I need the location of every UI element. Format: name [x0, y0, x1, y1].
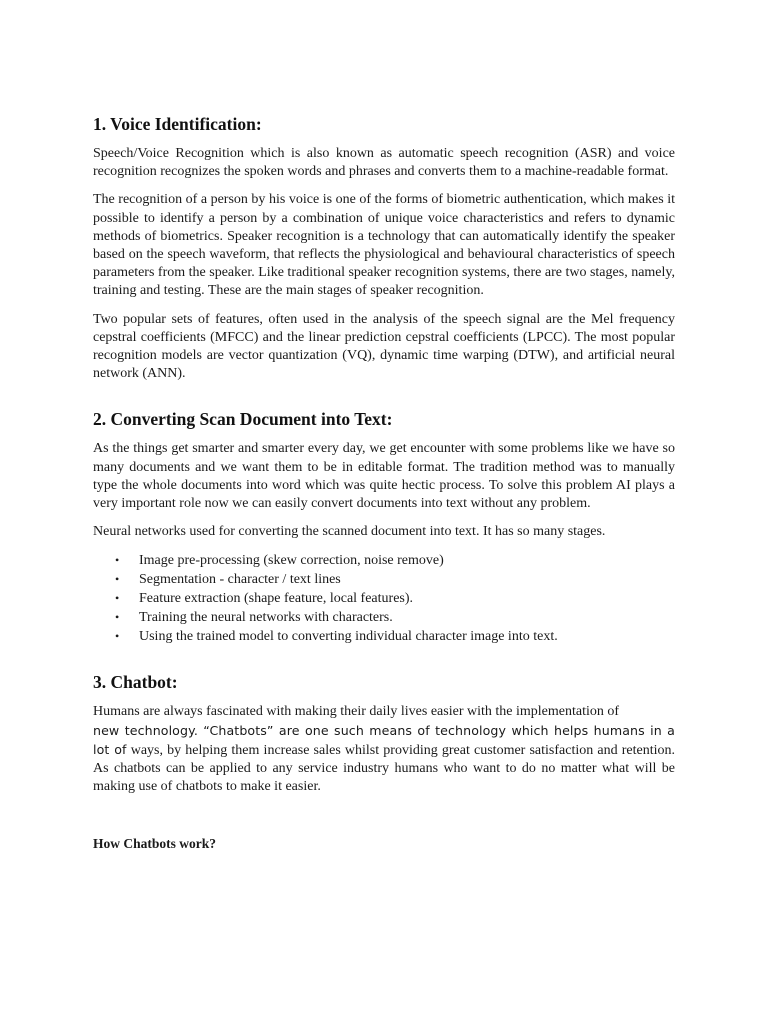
- paragraph-line: Humans are always fascinated with making their daily lives easier with the implementation of: [93, 704, 620, 720]
- paragraph: Two popular sets of features, often used in the analysis of the speech signal are the Mel frequency cepstral coefficients (MFCC) and the linear prediction cepstral coefficients (LPCC). The most popular recognition models are vector quantization (VQ), dynamic time warping (DTW), and artificial neural network (ANN).: [93, 311, 675, 382]
- paragraph: [93, 703, 675, 796]
- list-item: • Using the trained model to converting individual character image into text.: [115, 629, 558, 645]
- section-heading: 2. Converting Scan Document into Text:: [93, 409, 393, 430]
- paragraph: Neural networks used for converting the scanned document into text. It has so many stages.: [93, 524, 606, 540]
- document-page: [93, 114, 675, 852]
- stages-list: [93, 551, 675, 646]
- bullet-icon: •: [115, 610, 120, 625]
- bullet-icon: •: [115, 591, 120, 606]
- subheading: How Chatbots work?: [93, 836, 217, 852]
- section-chatbot: [93, 672, 675, 852]
- list-item: • Training the neural networks with characters.: [115, 610, 393, 626]
- paragraph: The recognition of a person by his voice is one of the forms of biometric authentication, which makes it possible to identify a person by a combination of unique voice characteristics and refers to dynamic methods of biometrics. Speaker recognition is a technology that can automatically identify the speaker based on the speech waveform, that reflects the physiological and behavioural characteristics of speech parameters from the speaker. Like traditional speaker recognition systems, there are two stages, namely, training and testing. These are the main stages of speaker recognition.: [93, 192, 675, 299]
- paragraph: Speech/Voice Recognition which is also known as automatic speech recognition (ASR) and voice recognition recognizes the spoken words and phrases and converts them to a machine-readable format.: [93, 146, 675, 180]
- list-item: • Image pre-processing (skew correction, noise remove): [115, 553, 444, 569]
- bullet-icon: •: [115, 629, 120, 644]
- section-converting-scan-document: [93, 409, 675, 646]
- section-heading: 3. Chatbot:: [93, 672, 178, 693]
- bullet-icon: •: [115, 553, 120, 568]
- list-item: • Feature extraction (shape feature, local features).: [115, 591, 414, 607]
- list-item: • Segmentation - character / text lines: [115, 572, 341, 588]
- section-heading: 1. Voice Identification:: [93, 114, 262, 134]
- section-voice-identification: [93, 114, 675, 383]
- paragraph-line: ways, by helping them increase sales whilst providing great customer satisfaction and retention. As chatbots can be applied to any service industry humans who want to do no matter what will be making use of chatbots to make it easier.: [93, 742, 676, 795]
- paragraph: As the things get smarter and smarter every day, we get encounter with some problems like we have so many documents and we want them to be in editable format. The tradition method was to manually type the whole documents into word which was quite hectic process. To solve this problem AI plays a very important role now we can easily convert documents into text without any problem.: [93, 441, 675, 512]
- paragraph-line: new technology. “Chatbots” are one such means of technology which helps humans in a lot of: [93, 722, 675, 757]
- bullet-icon: •: [115, 572, 120, 587]
